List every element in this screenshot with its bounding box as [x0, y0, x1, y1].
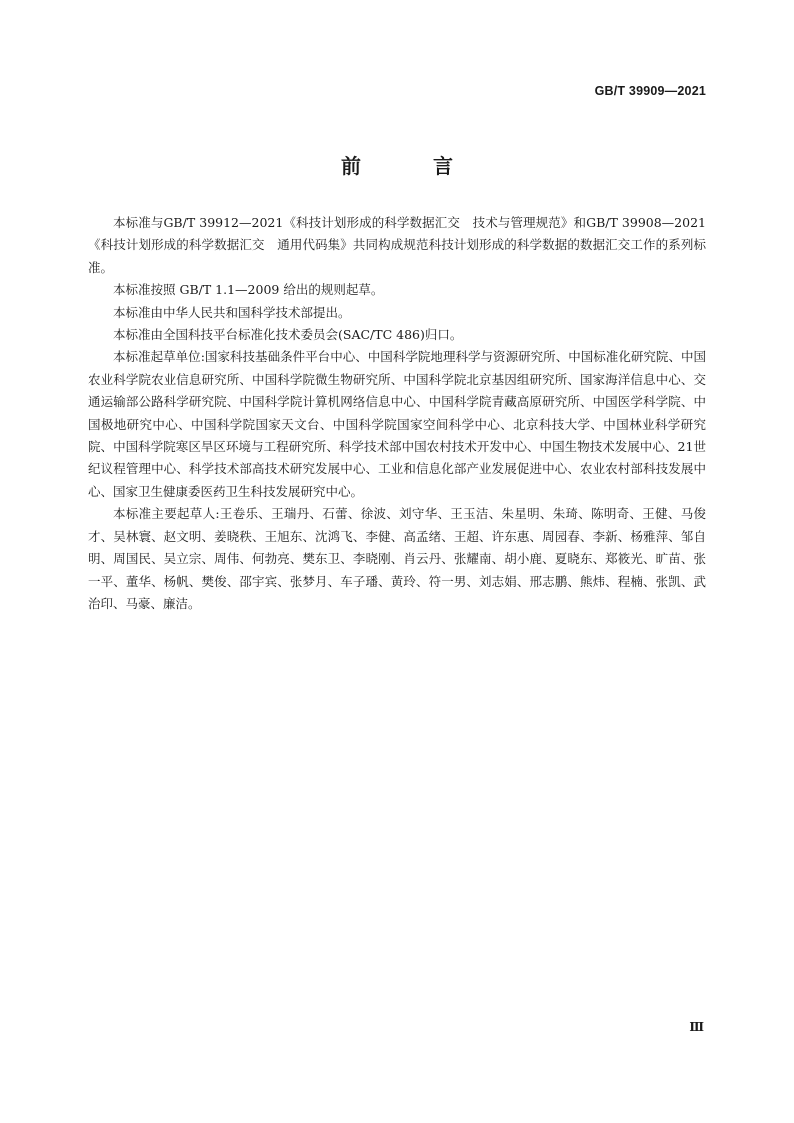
page-title: 前 言	[341, 154, 479, 178]
paragraph-proposer: 本标准由中华人民共和国科学技术部提出。	[113, 304, 351, 320]
paragraph-main-drafters: 本标准主要起草人:王卷乐、王瑞丹、石蕾、徐波、刘守华、王玉洁、朱星明、朱琦、陈明奇、王健、马俊才、吴林寰、赵文明、姜晓秩、王旭东、沈鸿飞、李健、高孟绪、王超、许东惠、周园春、李新、杨雅萍、邹自明、周国民、吴立宗、周伟、何勃亮、樊东卫、李晓刚、肖云丹、张耀南、胡小鹿、夏晓东、郑筱光、旷苗、张一平、董华、杨帆、樊俊、邵宇宾、张梦月、车子璠、黄玲、符一男、刘志娟、邢志鹏、熊炜、程楠、张凯、武治印、马豪、廉洁。	[88, 506, 706, 611]
standard-code: GB/T 39909—2021	[594, 84, 706, 98]
foreword-body	[88, 212, 706, 615]
paragraph-drafting-organizations: 本标准起草单位:国家科技基础条件平台中心、中国科学院地理科学与资源研究所、中国标准化研究院、中国农业科学院农业信息研究所、中国科学院微生物研究所、中国科学院北京基因组研究所、国家海洋信息中心、交通运输部公路科学研究院、中国科学院计算机网络信息中心、中国科学院青藏高原研究所、中国医学科学院、中国极地研究中心、中国科学院国家天文台、中国科学院国家空间科学中心、北京科技大学、中国林业科学研究院、中国科学院寒区旱区环境与工程研究所、科学技术部中国农村技术开发中心、中国生物技术发展中心、21世纪议程管理中心、科学技术部高技术研究发展中心、工业和信息化部产业发展促进中心、农业农村部科技发展中心、国家卫生健康委医药卫生科技发展研究中心。	[88, 349, 706, 499]
paragraph-series-description: 本标准与GB/T 39912—2021《科技计划形成的科学数据汇交 技术与管理规范》和GB/T 39908—2021《科技计划形成的科学数据汇交 通用代码集》共同构成规范科技计划形成的科学数据的数据汇交工作的系列标准。	[88, 215, 706, 275]
page-number: Ⅲ	[689, 1020, 704, 1034]
paragraph-administrator: 本标准由全国科技平台标准化技术委员会(SAC/TC 486)归口。	[113, 327, 463, 343]
paragraph-drafting-rules: 本标准按照 GB/T 1.1—2009 给出的规则起草。	[113, 282, 384, 298]
